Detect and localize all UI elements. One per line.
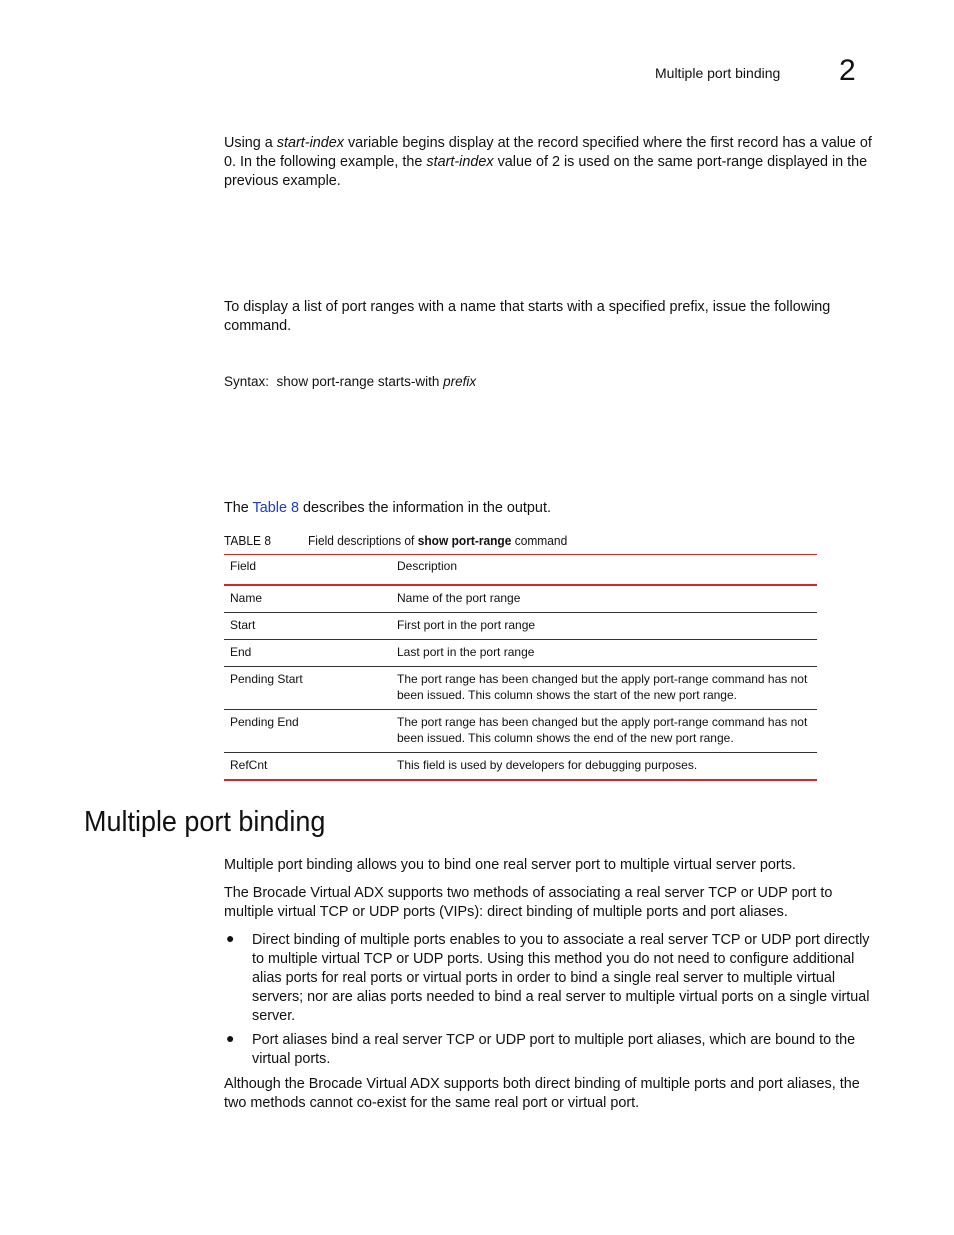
table-row xyxy=(224,710,817,753)
table-reference-paragraph: The Table 8 describes the information in the output. xyxy=(224,500,551,516)
field-descriptions-table xyxy=(224,554,817,781)
chapter-number: 2 xyxy=(839,54,856,87)
bullet-port-aliases: Port aliases bind a real server TCP or UDP port to multiple port aliases, which are bound to the virtual ports. xyxy=(252,1032,856,1067)
variable-start-index: start-index xyxy=(426,154,494,170)
bullet-direct-binding: Direct binding of multiple ports enables to you to associate a real server TCP or UDP port directly to multiple virtual TCP or UDP ports. Using this method you do not need to configure additional alias ports for real ports or virtual ports in order to bind a single real server to multiple virtual servers; nor are alias ports needed to bind a real server to multiple virtual ports on a single virtual server. xyxy=(252,932,870,1024)
table-header-row xyxy=(224,555,817,586)
syntax-parameter: prefix xyxy=(443,374,477,389)
table-row xyxy=(224,613,817,640)
column-header-field: Field xyxy=(230,559,257,573)
field-cell: RefCnt xyxy=(230,758,268,772)
table-title: Field descriptions of show port-range command xyxy=(308,533,568,548)
description-cell: Last port in the port range xyxy=(397,645,535,659)
syntax-line xyxy=(224,374,476,389)
table-number: TABLE 8 xyxy=(224,533,271,548)
column-header-description: Description xyxy=(397,559,458,573)
bullet-icon: ● xyxy=(226,1030,235,1046)
field-cell: End xyxy=(230,645,252,659)
description-cell: Name of the port range xyxy=(397,591,521,605)
syntax-command: show port-range starts-with xyxy=(276,374,440,389)
table-row xyxy=(224,753,817,781)
field-cell: Pending Start xyxy=(230,672,303,686)
field-cell: Start xyxy=(230,618,256,632)
section-paragraph-1: Multiple port binding allows you to bind one real server port to multiple virtual server ports. xyxy=(224,857,796,873)
bullet-icon: ● xyxy=(226,930,235,946)
description-cell: First port in the port range xyxy=(397,618,536,632)
variable-start-index: start-index xyxy=(276,135,344,151)
field-cell: Pending End xyxy=(230,715,299,729)
command-name: apply port-range xyxy=(621,672,709,686)
syntax-label: Syntax: xyxy=(224,374,270,389)
section-heading: Multiple port binding xyxy=(84,806,326,838)
description-cell: The port range has been changed but the apply port-range command has not been issued. This column shows the start of the new port range. xyxy=(397,672,808,702)
table-caption xyxy=(224,533,590,548)
intro-paragraph-start-index: Using a start-index variable begins display at the record specified where the first record has a value of 0. In the following example, the start-index value of 2 is used on the same port-range displayed in the previous example. xyxy=(224,135,872,189)
table-8-link[interactable]: Table 8 xyxy=(252,500,299,516)
intro-paragraph-prefix: To display a list of port ranges with a name that starts with a specified prefix, issue the following command. xyxy=(224,299,831,334)
section-paragraph-2: The Brocade Virtual ADX supports two methods of associating a real server TCP or UDP port to multiple virtual TCP or UDP ports (VIPs): direct binding of multiple ports and port aliases. xyxy=(224,885,833,920)
table-row xyxy=(224,640,817,667)
table-row xyxy=(224,585,817,613)
bullet-term: Direct binding of multiple ports xyxy=(252,932,446,948)
bullet-term: Port aliases xyxy=(252,1032,328,1048)
section-paragraph-3: Although the Brocade Virtual ADX supports both direct binding of multiple ports and port aliases, the two methods cannot co-exist for the same real port or virtual port. xyxy=(224,1076,860,1111)
description-cell: This field is used by developers for debugging purposes. xyxy=(397,758,698,772)
command-name: apply port-range xyxy=(621,715,709,729)
field-cell: Name xyxy=(230,591,263,605)
description-cell: The port range has been changed but the apply port-range command has not been issued. This column shows the end of the new port range. xyxy=(397,715,808,745)
table-row xyxy=(224,667,817,710)
running-header-title: Multiple port binding xyxy=(655,65,781,81)
